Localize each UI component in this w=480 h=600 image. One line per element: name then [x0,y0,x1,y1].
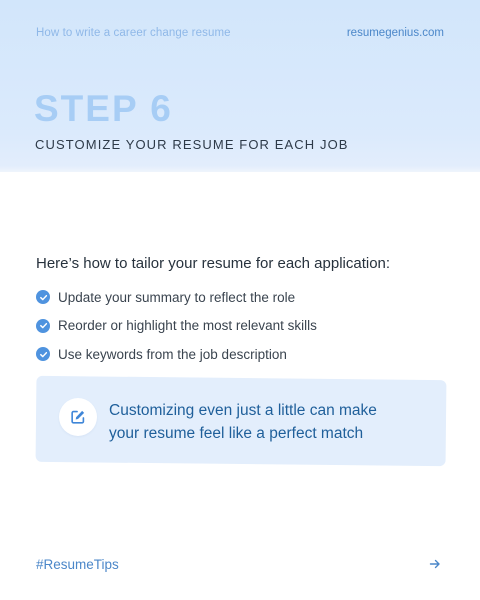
step-label: STEP 6 [34,88,173,129]
list-item-text: Reorder or highlight the most relevant skills [58,318,317,334]
callout-line-1: Customizing even just a little can make [109,402,377,419]
section-heading: Here’s how to tailor your resume for each application: [36,255,391,272]
check-circle-icon [36,347,50,361]
tips-list [36,283,317,369]
callout-text [109,399,409,445]
hashtag-link[interactable]: #ResumeTips [36,557,119,572]
list-item [36,283,317,312]
arrow-right-icon[interactable] [428,557,442,571]
list-item-text: Use keywords from the job description [58,346,287,362]
list-item [36,312,317,341]
edit-icon [59,398,97,436]
step-subtitle: CUSTOMIZE YOUR RESUME FOR EACH JOB [35,137,349,152]
guide-title: How to write a career change resume [36,27,231,39]
site-link[interactable]: resumegenius.com [346,27,444,39]
check-circle-icon [36,290,50,304]
list-item [36,340,317,369]
callout-line-2: your resume feel like a perfect match [109,425,364,442]
list-item-text: Update your summary to reflect the role [58,289,296,305]
check-circle-icon [36,319,50,333]
